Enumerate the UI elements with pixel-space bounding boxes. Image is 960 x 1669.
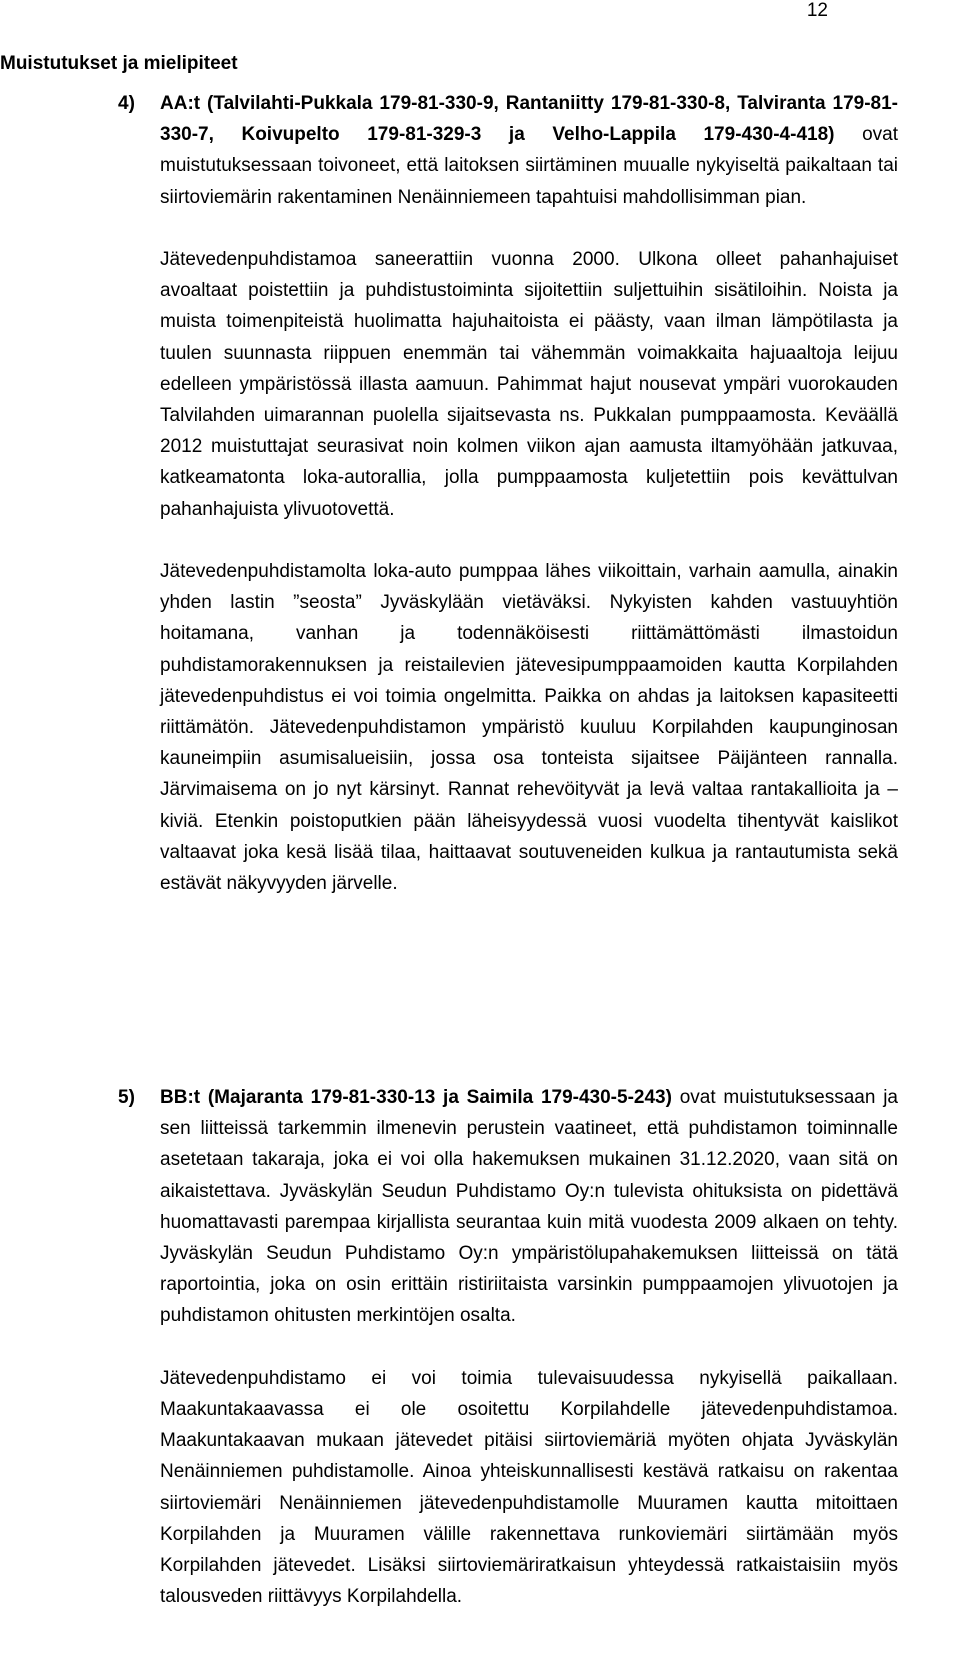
paragraph bbox=[160, 88, 898, 213]
paragraph-text: Jätevedenpuhdistamoa saneerattiin vuonna 2000. Ulkona olleet pahanhajuiset avoaltaat poistettiin ja puhdistustoiminta sijoitettiin suljettuihin sisätiloihin. Noista ja muista toimenpiteistä huolimatta hajuhaitoista ei päästy, vaan ilman lämpötilasta ja tuulen suunnasta riippuen enemmän tai vähemmän voimakkaita hajuaaltoja leijuu edelleen ympäristössä illasta aamuun. Pahimmat hajut nousevat ympäri vuorokauden Talvilahden uimarannan puolella sijaitsevasta ns. Pukkalan pumppaamosta. Keväällä 2012 muistuttajat seurasivat noin kolmen viikon ajan aamusta iltamyöhään jatkuvaa, katkeamatonta loka-autorallia, jolla pumppaamosta kuljetettiin pois kevättulvan pahanhajuista ylivuotovettä. bbox=[160, 249, 898, 520]
paragraph-text: Jätevedenpuhdistamolta loka-auto pumppaa lähes viikoittain, varhain aamulla, ainakin yhden lastin ”seosta” Jyväskylään vietäväksi. Nykyisten kahden vastuuyhtiön hoitamana, vanhan ja todennäköisesti riittämättömästi ilmastoidun puhdistamorakennuksen ja reistailevien jätevesipumppaamoiden kautta Korpilahden jätevedenpuhdistus ei voi toimia ongelmitta. Paikka on ahdas ja laitoksen kapasiteetti riittämätön. Jätevedenpuhdistamon ympäristö kuuluu Korpilahden kaupunginosan kauneimpiin asumisalueisiin, jossa osa tonteista sijaitsee Päijänteen rannalla. Järvimaisema on jo nyt kärsinyt. Rannat rehevöityvät ja levä valtaa rantakallioita ja –kiviä. Etenkin poistoputkien pään läheisyydessä vuosi vuodelta tihentyvät kaislikot valtaavat joka kesä lisää tilaa, haittaavat soutuveneiden kulkua ja rantautumista sekä estävät näkyvyyden järvelle. bbox=[160, 561, 898, 895]
item-number: 4) bbox=[118, 93, 135, 114]
paragraph-text: ovat muistutuksessaan ja sen liitteissä tarkemmin ilmenevin perustein vaatineet, että puhdistamon toiminnalle asetetaan takaraja, joka ei voi olla hakemuksen mukainen 31.12.2020, vaan sitä on aikaistettava. Jyväskylän Seudun Puhdistamo Oy:n tulevista ohituksista on pidettävä huomattavasti parempaa kirjallista seurantaa kuin mitä vuodesta 2009 alkaen on tehty. Jyväskylän Seudun Puhdistamo Oy:n ympäristölupahakemuksen liitteissä on tätä raportointia, joka on osin erittäin ristiriitaista varsinkin pumppaamojen ylivuotojen ja puhdistamon ohitusten merkintöjen osalta. bbox=[160, 1087, 898, 1327]
page-number: 12 bbox=[806, 0, 828, 21]
paragraph bbox=[160, 1363, 898, 1613]
paragraph bbox=[160, 556, 898, 899]
paragraph bbox=[160, 1082, 898, 1332]
paragraph-lead: BB:t (Majaranta 179-81-330-13 ja Saimila 179-430-5-243) bbox=[160, 1087, 672, 1108]
section-heading: Muistutukset ja mielipiteet bbox=[0, 53, 238, 74]
item-body bbox=[160, 88, 898, 899]
item-number: 5) bbox=[118, 1087, 135, 1108]
paragraph-text: Jätevedenpuhdistamo ei voi toimia tulevaisuudessa nykyisellä paikallaan. Maakuntakaavassa ei ole osoitettu Korpilahdelle jätevedenpuhdistamoa. Maakuntakaavan mukaan jätevedet pitäisi siirtoviemäriä myöten ohjata Jyväskylän Nenäinniemen puhdistamolle. Ainoa yhteiskunnallisesti kestävä ratkaisu on rakentaa siirtoviemäri Nenäinniemen jätevedenpuhdistamolle Muuramen kautta mitoittaen Korpilahden ja Muuramen välille rakennettava runkoviemäri siirtämään myös Korpilahden jätevedet. Lisäksi siirtoviemäriratkaisun yhteydessä ratkaistaisiin myös talousveden riittävyys Korpilahdella. bbox=[160, 1367, 898, 1608]
item-body bbox=[160, 1082, 898, 1612]
paragraph-text: ovat muistutuksessaan toivoneet, että laitoksen siirtäminen muualle nykyiseltä paikaltaan tai siirtoviemärin rakentaminen Nenäinniemeen tapahtuisi mahdollisimman pian. bbox=[160, 124, 898, 208]
paragraph bbox=[160, 244, 898, 525]
paragraph-lead: AA:t (Talvilahti-Pukkala 179-81-330-9, Rantaniitty 179-81-330-8, Talviranta 179-81-330-7, Koivupelto 179-81-329-3 ja Velho-Lappila 179-430-4-418) bbox=[160, 93, 898, 146]
